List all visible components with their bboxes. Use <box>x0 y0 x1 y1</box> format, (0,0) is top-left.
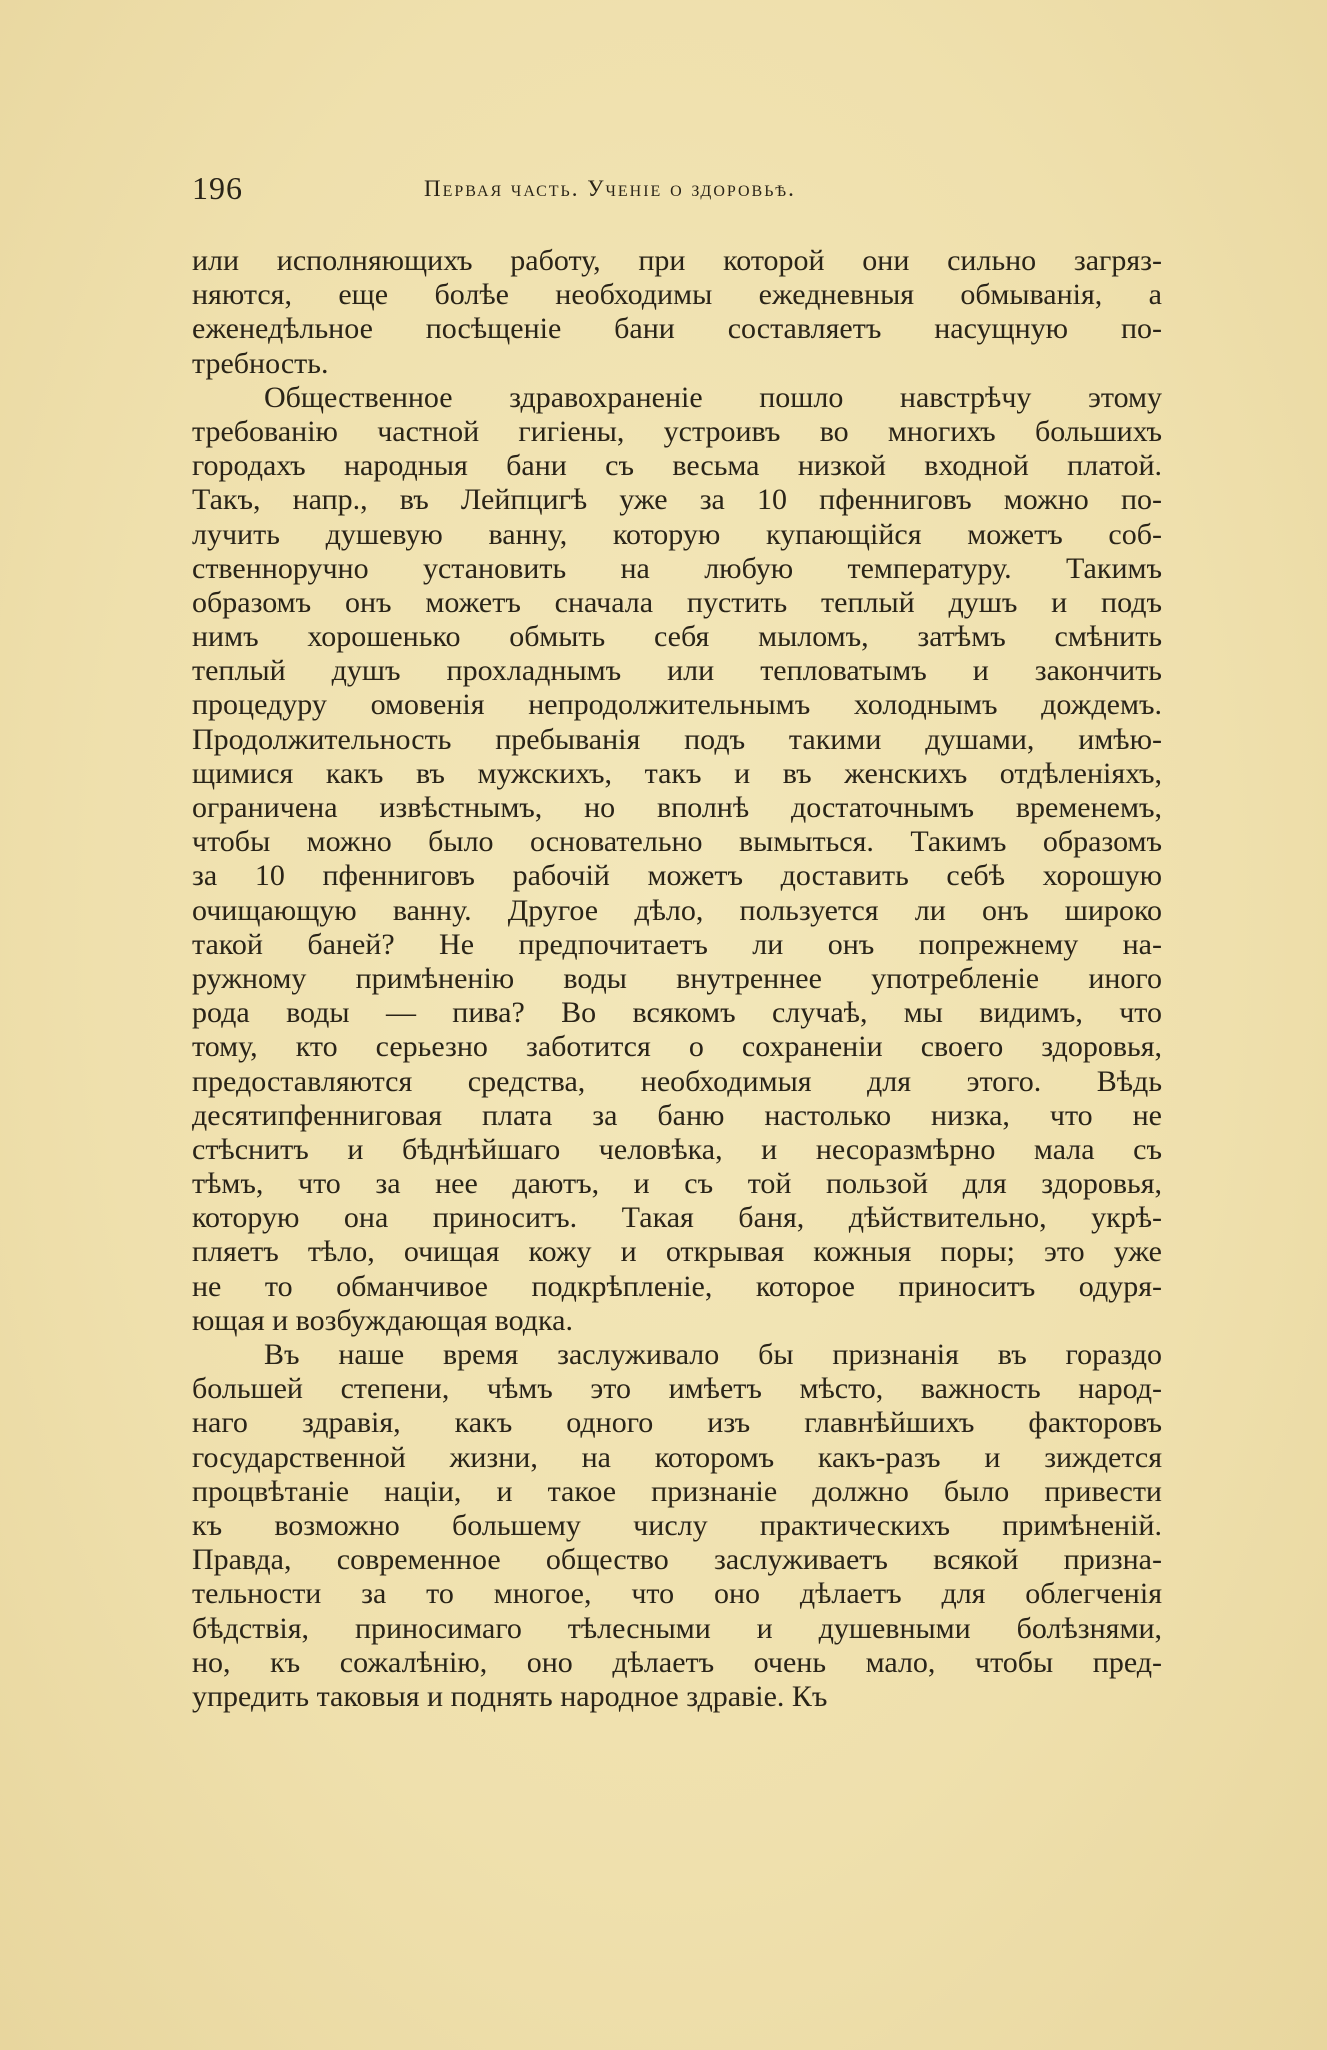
text-line: процедуру омовенія непродолжительнымъ холоднымъ дождемъ. <box>192 688 1162 722</box>
text-line: теплый душъ прохладнымъ или тепловатымъ и закончить <box>192 654 1162 688</box>
text-line: няются, еще болѣе необходимы ежедневныя обмыванія, а <box>192 278 1162 312</box>
text-line: ющая и возбуждающая водка. <box>192 1303 573 1337</box>
text-line: чтобы можно было основательно вымыться. Такимъ образомъ <box>192 825 1162 859</box>
text-line: пляетъ тѣло, очищая кожу и открывая кожныя поры; это уже <box>192 1235 1162 1269</box>
text-line: Правда, современное общество заслуживаетъ всякой призна- <box>192 1543 1162 1577</box>
text-line: такой баней? Не предпочитаетъ ли онъ попрежнему на- <box>192 927 1162 961</box>
text-line: ружному примѣненію воды внутреннее употребленіе иного <box>192 961 1162 995</box>
text-line: десятипфенниговая плата за баню настолько низка, что не <box>192 1098 1162 1132</box>
text-line: тельности за то многое, что оно дѣлаетъ для облегченія <box>192 1577 1162 1611</box>
text-line: государственной жизни, на которомъ какъ-разъ и зиждется <box>192 1440 1162 1474</box>
text-line: бѣдствія, приносимаго тѣлесными и душевными болѣзнями, <box>192 1611 1162 1645</box>
text-line: еженедѣльное посѣщеніе бани составляетъ насущную по- <box>192 312 1162 346</box>
text-line: процвѣтаніе націи, и такое признаніе должно было привести <box>192 1474 1162 1508</box>
text-line: Такъ, напр., въ Лейпцигѣ уже за 10 пфенниговъ можно по- <box>192 483 1162 517</box>
page-header <box>192 170 1162 218</box>
text-line: тѣмъ, что за нее даютъ, и съ той пользой для здоровья, <box>192 1167 1162 1201</box>
text-line: большей степени, чѣмъ это имѣетъ мѣсто, важность народ- <box>192 1372 1162 1406</box>
text-line: которую она приноситъ. Такая баня, дѣйствительно, укрѣ- <box>192 1201 1162 1235</box>
text-line: требность. <box>192 346 329 380</box>
text-line: или исполняющихъ работу, при которой они сильно загряз- <box>192 244 1162 277</box>
text-line: за 10 пфенниговъ рабочій можетъ доставить себѣ хорошую <box>192 859 1162 893</box>
text-line: но, къ сожалѣнію, оно дѣлаетъ очень мало, чтобы пред- <box>192 1645 1162 1679</box>
text-line: стѣснитъ и бѣднѣйшаго человѣка, и несоразмѣрно мала съ <box>192 1132 1162 1166</box>
paragraph <box>192 381 1162 1338</box>
text-line: рода воды — пива? Во всякомъ случаѣ, мы видимъ, что <box>192 996 1162 1030</box>
text-line: щимися какъ въ мужскихъ, такъ и въ женскихъ отдѣленіяхъ, <box>192 756 1162 790</box>
body-text <box>192 244 1162 1714</box>
text-line: ограничена извѣстнымъ, но вполнѣ достаточнымъ временемъ, <box>192 791 1162 824</box>
text-line: къ возможно большему числу практическихъ примѣненій. <box>192 1508 1162 1542</box>
text-line: наго здравія, какъ одного изъ главнѣйшихъ факторовъ <box>192 1406 1162 1440</box>
text-line: ственноручно установить на любую температуру. Такимъ <box>192 551 1162 585</box>
text-line: очищающую ванну. Другое дѣло, пользуется ли онъ широко <box>192 893 1162 927</box>
text-line: лучить душевую ванну, которую купающійся можетъ соб- <box>192 517 1162 551</box>
text-line: Общественное здравохраненіе пошло навстрѣчу этому <box>264 380 1162 414</box>
text-line: требованію частной гигіены, устроивъ во многихъ большихъ <box>192 414 1162 448</box>
text-line: Продолжительность пребыванія подъ такими душами, имѣю- <box>192 722 1162 756</box>
text-line: упредить таковыя и поднять народное здравіе. Къ <box>192 1679 828 1713</box>
text-line: образомъ онъ можетъ сначала пустить теплый душъ и подъ <box>192 585 1162 619</box>
text-line: Въ наше время заслуживало бы признанія въ гораздо <box>264 1338 1162 1371</box>
running-title: Первая часть. Ученіе о здоровьѣ. <box>424 176 796 201</box>
text-line: нимъ хорошенько обмыть себя мыломъ, затѣмъ смѣнить <box>192 620 1162 654</box>
text-line: городахъ народныя бани съ весьма низкой входной платой. <box>192 449 1162 483</box>
paragraph <box>192 1338 1162 1714</box>
text-line: предоставляются средства, необходимыя для этого. Вѣдь <box>192 1064 1162 1098</box>
paragraph <box>192 244 1162 381</box>
page-number: 196 <box>192 170 243 206</box>
text-line: тому, кто серьезно заботится о сохраненіи своего здоровья, <box>192 1030 1162 1064</box>
text-line: не то обманчивое подкрѣпленіе, которое приноситъ одуря- <box>192 1269 1162 1303</box>
